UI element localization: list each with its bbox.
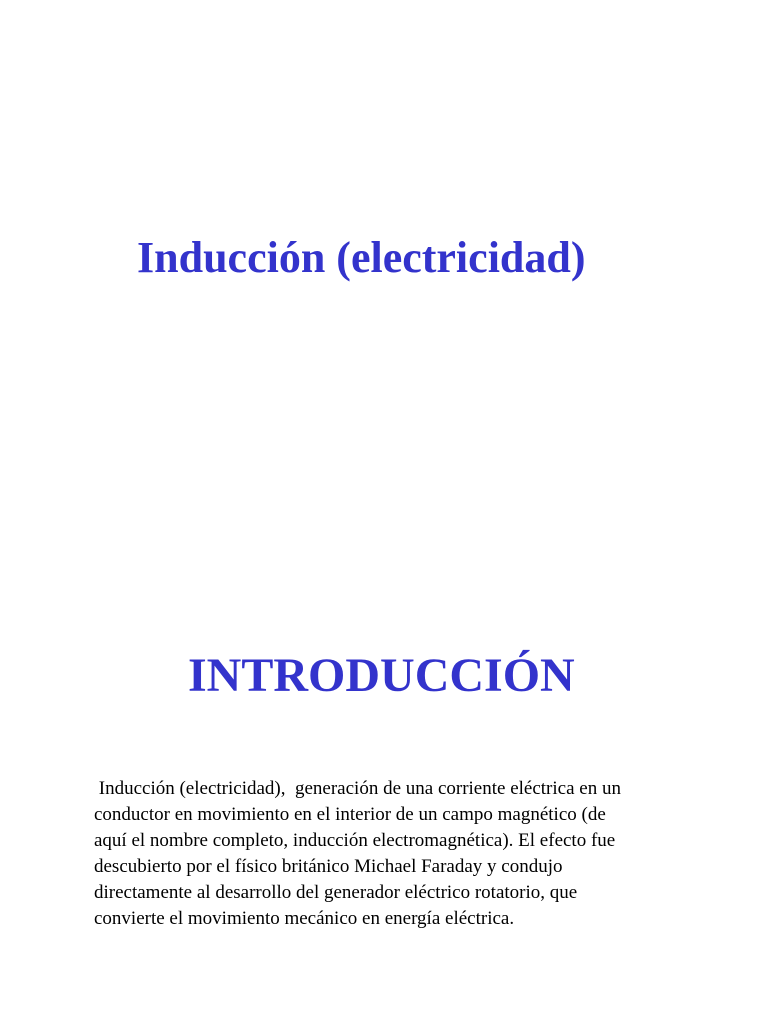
paragraph-line: aquí el nombre completo, inducción electromagnética). El efecto fue [94,830,616,851]
paragraph-line: directamente al desarrollo del generador eléctrico rotatorio, que [94,882,578,903]
paragraph-line: descubierto por el físico británico Michael Faraday y condujo [94,856,563,877]
section-heading-introduccion: INTRODUCCIÓN [188,649,575,702]
document-title: Inducción (electricidad) [137,233,586,282]
paragraph-line: convierte el movimiento mecánico en energía eléctrica. [94,908,515,929]
introduction-paragraph [94,776,714,932]
paragraph-line: conductor en movimiento en el interior de un campo magnético (de [94,804,606,825]
paragraph-line: Inducción (electricidad), generación de una corriente eléctrica en un [94,778,621,799]
